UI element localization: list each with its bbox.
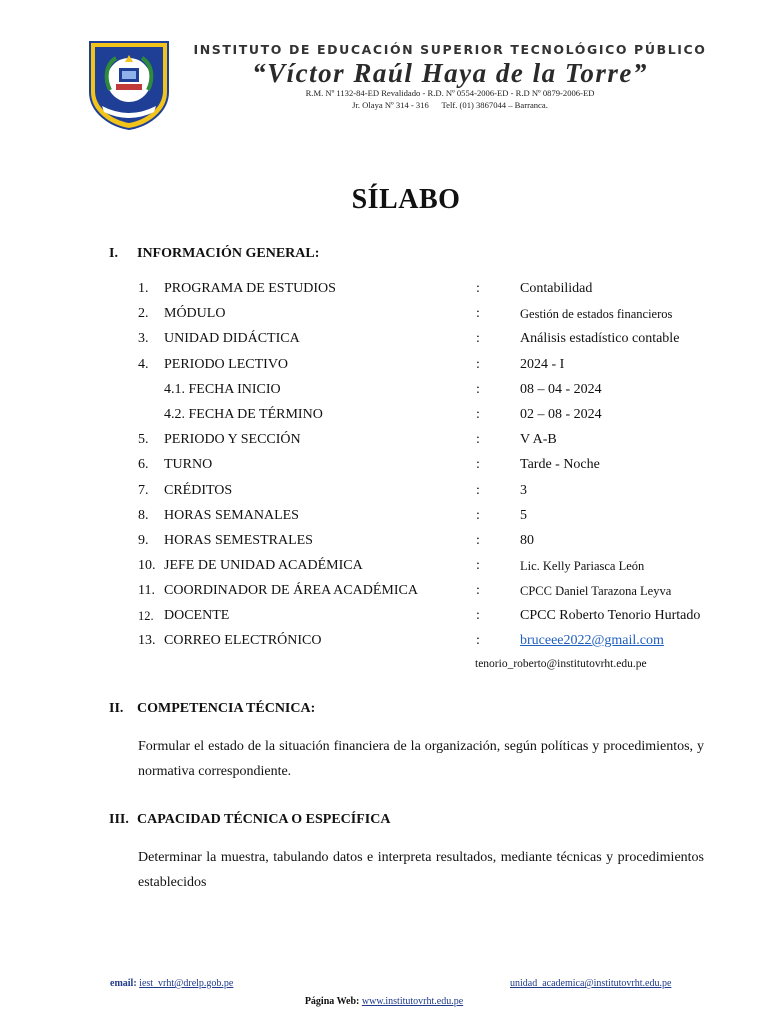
info-row-value: 2024 - I bbox=[520, 357, 565, 372]
footer-web-label: Página Web bbox=[304, 996, 357, 1007]
capacidad-text: Determinar la muestra, tabulando datos e interpreta resultados, mediante técnicas y procedimientos establecidos bbox=[138, 850, 704, 890]
info-row-number: 13. bbox=[138, 633, 156, 648]
info-row-label: HORAS SEMESTRALES bbox=[164, 533, 313, 548]
info-row-value: 80 bbox=[520, 533, 534, 548]
footer-email-link[interactable]: iest_vrht@drelp.gob.pe bbox=[139, 978, 234, 989]
info-row-label: UNIDAD DIDÁCTICA bbox=[164, 331, 300, 346]
info-row-colon: : bbox=[476, 533, 480, 548]
info-row-number: 10. bbox=[138, 558, 156, 573]
section-heading-general-info bbox=[109, 246, 319, 262]
info-row-colon: : bbox=[476, 558, 480, 573]
institution-resolutions: R.M. Nº 1132-84-ED Revalidado - R.D. Nº 0554-2006-ED - R.D Nº 0879-2006-ED bbox=[305, 88, 595, 98]
info-row-value: Análisis estadístico contable bbox=[520, 331, 680, 346]
competencia-text: Formular el estado de la situación financiera de la organización, según políticas y procedimientos, y normativa correspondiente. bbox=[138, 739, 704, 779]
info-row bbox=[138, 331, 718, 351]
info-row-value: CPCC Roberto Tenorio Hurtado bbox=[520, 608, 701, 623]
info-row-number: 6. bbox=[138, 457, 149, 472]
info-row-label: DOCENTE bbox=[164, 608, 230, 623]
info-row-number: 7. bbox=[138, 483, 149, 498]
info-row-value: 08 – 04 - 2024 bbox=[520, 382, 602, 397]
section-heading-competencia bbox=[109, 701, 315, 717]
info-row-number: 1. bbox=[138, 281, 149, 296]
info-row-colon: : bbox=[476, 357, 480, 372]
info-row-colon: : bbox=[476, 432, 480, 447]
info-row-colon: : bbox=[476, 306, 480, 321]
section-title: INFORMACIÓN GENERAL: bbox=[137, 246, 320, 261]
footer-website: Página Web: www.institutovrht.edu.pe bbox=[304, 996, 464, 1007]
info-row-colon: : bbox=[476, 633, 480, 648]
info-row-colon: : bbox=[476, 382, 480, 397]
info-row-value: V A-B bbox=[520, 432, 557, 447]
info-row-colon: : bbox=[476, 508, 480, 523]
info-row-number: 2. bbox=[138, 306, 149, 321]
info-row-colon: : bbox=[476, 407, 480, 422]
info-row-value: Gestión de estados financieros bbox=[520, 307, 673, 321]
info-row-value: 5 bbox=[520, 508, 527, 523]
info-row bbox=[138, 457, 718, 477]
info-row bbox=[138, 558, 718, 578]
info-row-label: JEFE DE UNIDAD ACADÉMICA bbox=[164, 558, 363, 573]
info-row-label: PERIODO LECTIVO bbox=[164, 357, 289, 372]
info-row bbox=[138, 533, 718, 553]
info-row-label: PROGRAMA DE ESTUDIOS bbox=[164, 281, 336, 296]
info-row-value: 02 – 08 - 2024 bbox=[520, 407, 602, 422]
section-heading-capacidad bbox=[109, 812, 390, 828]
info-row-value: Tarde - Noche bbox=[520, 457, 600, 472]
info-row bbox=[138, 306, 718, 326]
info-row-number: 9. bbox=[138, 533, 149, 548]
info-row bbox=[138, 432, 718, 452]
secondary-email: tenorio_roberto@institutovrht.edu.pe bbox=[475, 658, 647, 670]
info-row-colon: : bbox=[476, 608, 480, 623]
info-row-colon: : bbox=[476, 483, 480, 498]
section-number: II. bbox=[109, 701, 124, 716]
footer-email: email: iest_vrht@drelp.gob.pe bbox=[110, 978, 234, 989]
info-row-value: Contabilidad bbox=[520, 281, 593, 296]
info-row-label: PERIODO Y SECCIÓN bbox=[164, 432, 301, 447]
info-row bbox=[138, 508, 718, 528]
info-row-email-link[interactable]: bruceee2022@gmail.com bbox=[520, 633, 664, 648]
footer-email-label: email bbox=[110, 978, 134, 989]
section-title: CAPACIDAD TÉCNICA O ESPECÍFICA bbox=[137, 812, 391, 827]
info-row-colon: : bbox=[476, 331, 480, 346]
institution-name: INSTITUTO DE EDUCACIÓN SUPERIOR TECNOLÓGICO PÚBLICO bbox=[193, 42, 707, 57]
info-row-colon: : bbox=[476, 281, 480, 296]
info-row bbox=[138, 281, 718, 301]
institution-address: Jr. Olaya Nº 314 - 316 Telf. (01) 3867044 – Barranca. bbox=[352, 100, 548, 110]
footer-web-link[interactable]: www.institutovrht.edu.pe bbox=[361, 996, 464, 1007]
info-row-label: CRÉDITOS bbox=[164, 483, 233, 498]
info-row bbox=[138, 633, 718, 653]
info-row-colon: : bbox=[476, 457, 480, 472]
institution-crest-icon bbox=[88, 40, 170, 130]
info-row-number: 3. bbox=[138, 331, 149, 346]
info-row-number: 5. bbox=[138, 432, 149, 447]
info-row-value: Lic. Kelly Pariasca León bbox=[520, 559, 645, 573]
document-title: SÍLABO bbox=[351, 184, 461, 215]
info-row-label: HORAS SEMANALES bbox=[164, 508, 299, 523]
info-row bbox=[138, 407, 718, 427]
info-row bbox=[138, 608, 718, 628]
info-row-label: MÓDULO bbox=[164, 306, 226, 321]
info-row-label: 4.1. FECHA INICIO bbox=[164, 382, 281, 397]
section-number: I. bbox=[109, 246, 118, 261]
info-row-number: 4. bbox=[138, 357, 149, 372]
info-row-value: 3 bbox=[520, 483, 527, 498]
info-row-number: 8. bbox=[138, 508, 149, 523]
info-row bbox=[138, 583, 718, 603]
institution-motto: “Víctor Raúl Haya de la Torre” bbox=[252, 58, 648, 88]
info-row-label: TURNO bbox=[164, 457, 213, 472]
footer-unidad-academica-link[interactable]: unidad_academica@institutovrht.edu.pe bbox=[510, 978, 672, 989]
info-row-value: CPCC Daniel Tarazona Leyva bbox=[520, 584, 672, 598]
info-row-number: 11. bbox=[138, 583, 155, 598]
info-row-colon: : bbox=[476, 583, 480, 598]
info-row bbox=[138, 357, 718, 377]
info-row-label: CORREO ELECTRÓNICO bbox=[164, 633, 322, 648]
info-row-number: 12. bbox=[138, 609, 154, 623]
info-row-label: 4.2. FECHA DE TÉRMINO bbox=[164, 407, 323, 422]
section-title: COMPETENCIA TÉCNICA: bbox=[137, 701, 316, 716]
info-row bbox=[138, 483, 718, 503]
section-number: III. bbox=[109, 812, 129, 827]
info-row bbox=[138, 382, 718, 402]
info-row-label: COORDINADOR DE ÁREA ACADÉMICA bbox=[164, 583, 418, 598]
